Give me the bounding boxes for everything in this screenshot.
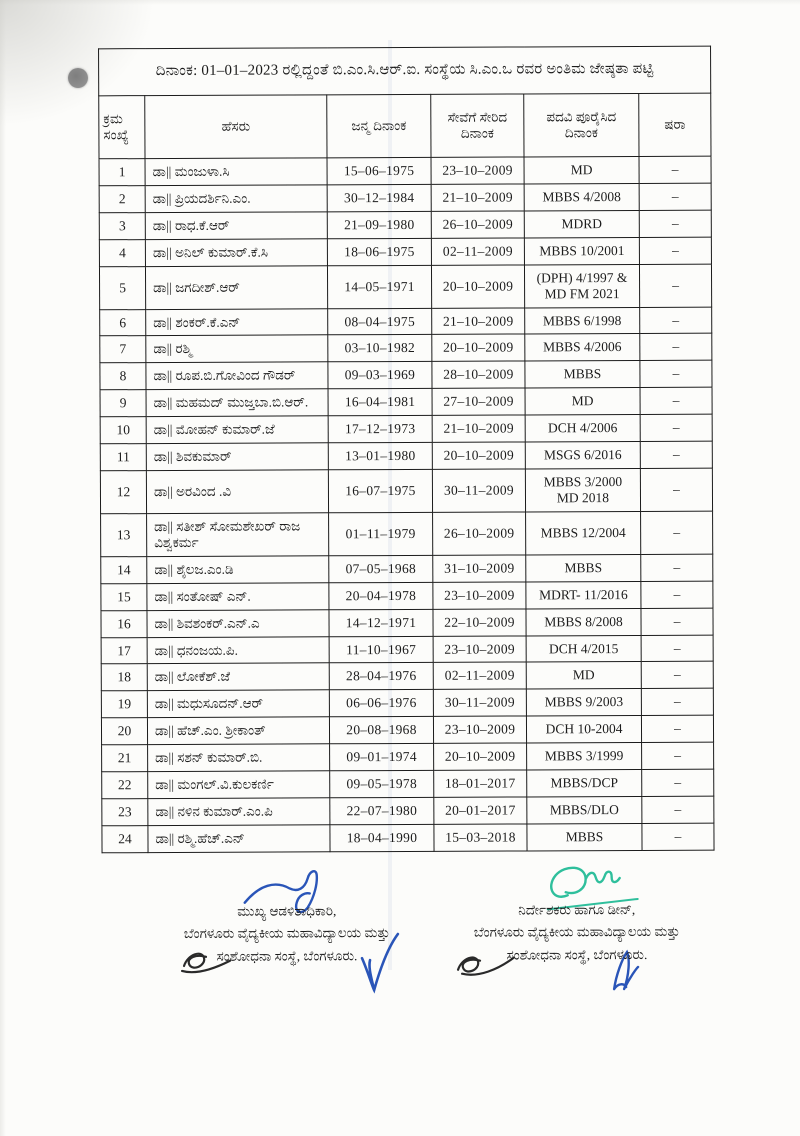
- name-cell: ಡಾ|| ರಾಧ.ಕೆ.ಆರ್: [145, 212, 327, 240]
- serial-cell: 13: [101, 514, 147, 557]
- name-cell: ಡಾ|| ಶಿವಶಂಕರ್.ಎನ್.ಎ: [147, 609, 329, 637]
- degree-cell: MBBS 6/1998: [525, 307, 640, 334]
- name-cell: ಡಾ|| ಶೈಲಜ.ಎಂ.ಡಿ: [147, 556, 329, 584]
- name-cell: ಡಾ|| ಮಂಗಲ್.ವಿ.ಕುಲಕರ್ಣಿ: [148, 771, 330, 799]
- degree-cell: MBBS: [526, 554, 641, 581]
- remark-cell: –: [641, 635, 713, 662]
- dob-cell: 18–06–1975: [327, 238, 431, 265]
- column-header-serial: ಕ್ರಮ ಸಂಖ್ಯೆ: [99, 96, 145, 159]
- doj-cell: 21–10–2009: [431, 184, 524, 211]
- serial-cell: 12: [100, 471, 146, 514]
- table-row: [101, 511, 713, 557]
- doj-cell: 21–10–2009: [432, 415, 525, 442]
- degree-cell: MD: [525, 388, 640, 415]
- doj-cell: 31–10–2009: [433, 555, 526, 582]
- dob-cell: 03–10–1982: [328, 335, 432, 362]
- remark-cell: –: [641, 608, 713, 635]
- dob-cell: 11–10–1967: [329, 636, 433, 663]
- degree-cell: MBBS: [525, 361, 640, 388]
- degree-cell: DCH 4/2015: [526, 635, 641, 662]
- table-row: [99, 210, 711, 240]
- dob-cell: 30–12–1984: [327, 184, 431, 211]
- degree-cell: MBBS 3/2000 MD 2018: [525, 469, 640, 512]
- remark-cell: –: [641, 511, 713, 554]
- degree-cell: MBBS 12/2004: [526, 511, 641, 554]
- degree-cell: MD: [526, 662, 641, 689]
- degree-cell: DCH 4/2006: [525, 415, 640, 442]
- remark-cell: –: [639, 183, 711, 210]
- signatory-right-line2: ಬೆಂಗಳೂರು ವೈದ್ಯಕೀಯ ಮಹಾವಿದ್ಯಾಲಯ ಮತ್ತು: [473, 924, 680, 940]
- serial-cell: 5: [99, 266, 145, 309]
- serial-cell: 16: [101, 610, 147, 637]
- signatory-left-line1: ಮುಖ್ಯ ಆಡಳಿತಾಧಿಕಾರಿ,: [237, 903, 337, 919]
- degree-cell: DCH 10-2004: [526, 716, 641, 743]
- dob-cell: 09–03–1969: [328, 362, 432, 389]
- doj-cell: 02–11–2009: [433, 662, 526, 689]
- remark-cell: –: [641, 581, 713, 608]
- table-row: [101, 662, 713, 692]
- name-cell: ಡಾ|| ಅನಿಲ್ ಕುಮಾರ್.ಕೆ.ಸಿ: [145, 239, 327, 267]
- dob-cell: 08–04–1975: [328, 308, 432, 335]
- table-row: [100, 361, 712, 391]
- doj-cell: 20–10–2009: [432, 442, 525, 469]
- table-row: [101, 635, 713, 665]
- dob-cell: 06–06–1976: [329, 690, 433, 717]
- column-header-remarks: ಷರಾ: [639, 93, 711, 156]
- dob-cell: 22–07–1980: [330, 797, 434, 824]
- table-row: [99, 264, 711, 310]
- doj-cell: 20–10–2009: [434, 743, 527, 770]
- name-cell: ಡಾ|| ಸಂತೋಷ್ ಎನ್.: [147, 582, 329, 610]
- degree-cell: MBBS: [527, 823, 642, 850]
- serial-cell: 8: [100, 363, 146, 390]
- doj-cell: 15–03–2018: [434, 824, 527, 851]
- doj-cell: 18–01–2017: [434, 770, 527, 797]
- remark-cell: –: [639, 237, 711, 264]
- dob-cell: 01–11–1979: [329, 512, 433, 555]
- serial-cell: 18: [101, 664, 147, 691]
- remark-cell: –: [639, 264, 711, 307]
- serial-cell: 23: [102, 799, 148, 826]
- degree-cell: MD: [524, 156, 639, 183]
- table-row: [99, 183, 711, 213]
- doj-cell: 02–11–2009: [431, 238, 524, 265]
- serial-cell: 1: [99, 159, 145, 186]
- table-row: [99, 156, 711, 186]
- table-row: [101, 581, 713, 611]
- punch-hole: [68, 68, 88, 88]
- table-row: [100, 414, 712, 444]
- degree-cell: MDRT- 11/2016: [526, 581, 641, 608]
- table-row: [102, 796, 714, 826]
- serial-cell: 6: [100, 309, 146, 336]
- dob-cell: 18–04–1990: [330, 824, 434, 851]
- name-cell: ಡಾ|| ನಳಿನ ಕುಮಾರ್.ಎಂ.ಪಿ: [148, 798, 330, 826]
- doj-cell: 20–10–2009: [431, 265, 524, 308]
- remark-cell: –: [640, 387, 712, 414]
- degree-cell: MDRD: [524, 210, 639, 237]
- degree-cell: MBBS 9/2003: [526, 689, 641, 716]
- serial-cell: 24: [102, 826, 148, 853]
- dob-cell: 28–04–1976: [329, 663, 433, 690]
- table-header-row: [99, 93, 711, 159]
- serial-cell: 4: [99, 239, 145, 266]
- dob-cell: 09–01–1974: [330, 744, 434, 771]
- doj-cell: 23–10–2009: [433, 716, 526, 743]
- remark-cell: –: [640, 307, 712, 334]
- doj-cell: 20–01–2017: [434, 797, 527, 824]
- signatory-left: [137, 900, 437, 968]
- signatory-right-line3: ಸಂಶೋಧನಾ ಸಂಸ್ಥೆ, ಬೆಂಗಳೂರು.: [506, 946, 648, 963]
- degree-cell: (DPH) 4/1997 & MD FM 2021: [524, 264, 639, 307]
- serial-cell: 20: [101, 718, 147, 745]
- serial-cell: 11: [100, 444, 146, 471]
- table-row: [101, 608, 713, 638]
- degree-cell: MSGS 6/2016: [525, 442, 640, 469]
- table-body: [99, 156, 714, 853]
- doj-cell: 22–10–2009: [433, 609, 526, 636]
- remark-cell: –: [639, 210, 711, 237]
- doj-cell: 27–10–2009: [432, 388, 525, 415]
- serial-cell: 14: [101, 556, 147, 583]
- degree-cell: MBBS 4/2006: [525, 334, 640, 361]
- name-cell: ಡಾ|| ಮೋಹನ್ ಕುಮಾರ್.ಜೆ: [146, 416, 328, 444]
- name-cell: ಡಾ|| ಜಗದೀಶ್.ಆರ್: [145, 266, 327, 310]
- name-cell: ಡಾ|| ಪ್ರಿಯದರ್ಶಿನಿ.ಎಂ.: [145, 185, 327, 213]
- table-row: [101, 554, 713, 584]
- serial-cell: 3: [99, 212, 145, 239]
- doj-cell: 28–10–2009: [432, 361, 525, 388]
- dob-cell: 13–01–1980: [328, 442, 432, 469]
- degree-cell: MBBS 10/2001: [524, 237, 639, 264]
- dob-cell: 20–08–1968: [329, 717, 433, 744]
- doj-cell: 23–10–2009: [433, 582, 526, 609]
- table-row: [100, 387, 712, 417]
- remark-cell: –: [640, 441, 712, 468]
- name-cell: ಡಾ|| ಲೋಕೆಶ್.ಜೆ: [147, 663, 329, 691]
- doj-cell: 30–11–2009: [433, 689, 526, 716]
- serial-cell: 19: [101, 691, 147, 718]
- dob-cell: 17–12–1973: [328, 416, 432, 443]
- doj-cell: 23–10–2009: [433, 635, 526, 662]
- doj-cell: 20–10–2009: [432, 334, 525, 361]
- degree-cell: MBBS 3/1999: [527, 743, 642, 770]
- dob-cell: 09–05–1978: [330, 770, 434, 797]
- table-row: [101, 715, 713, 745]
- table-row: [102, 769, 714, 799]
- remark-cell: –: [642, 769, 714, 796]
- remark-cell: –: [641, 688, 713, 715]
- name-cell: ಡಾ|| ಧನಂಜಯ.ಪಿ.: [147, 636, 329, 664]
- remark-cell: –: [640, 361, 712, 388]
- serial-cell: 22: [102, 772, 148, 799]
- name-cell: ಡಾ|| ರೂಪ.ಬಿ.ಗೋವಿಂದ ಗೌಡರ್: [146, 362, 328, 390]
- degree-cell: MBBS/DCP: [527, 770, 642, 797]
- doj-cell: 26–10–2009: [433, 512, 526, 555]
- doj-cell: 30–11–2009: [432, 469, 525, 512]
- serial-cell: 17: [101, 637, 147, 664]
- table-row: [100, 468, 712, 514]
- dob-cell: 07–05–1968: [329, 555, 433, 582]
- name-cell: ಡಾ|| ಅರವಿಂದ .ವಿ: [146, 470, 328, 514]
- serial-cell: 15: [101, 583, 147, 610]
- remark-cell: –: [641, 554, 713, 581]
- table-row: [99, 237, 711, 267]
- dob-cell: 20–04–1978: [329, 582, 433, 609]
- doj-cell: 26–10–2009: [431, 211, 524, 238]
- serial-cell: 2: [99, 186, 145, 213]
- column-header-name: ಹೆಸರು: [145, 95, 327, 159]
- dob-cell: 15–06–1975: [327, 157, 431, 184]
- remark-cell: –: [641, 715, 713, 742]
- degree-cell: MBBS 4/2008: [524, 183, 639, 210]
- serial-cell: 10: [100, 417, 146, 444]
- name-cell: ಡಾ|| ಮಹಮದ್ ಮುಜ್ತಬಾ.ಬಿ.ಆರ್.: [146, 389, 328, 417]
- seniority-table: [98, 46, 715, 854]
- doj-cell: 23–10–2009: [431, 157, 524, 184]
- table-row: [100, 334, 712, 364]
- remark-cell: –: [640, 414, 712, 441]
- degree-cell: MBBS/DLO: [527, 796, 642, 823]
- signatory-right: [427, 899, 727, 967]
- remark-cell: –: [642, 796, 714, 823]
- remark-cell: –: [639, 156, 711, 183]
- name-cell: ಡಾ|| ಸಶನ್ ಕುಮಾರ್.ಬಿ.: [148, 744, 330, 772]
- name-cell: ಡಾ|| ಸತೀಶ್ ಸೋಮಶೇಖರ್ ರಾಜ ವಿಶ್ವಕರ್ಮ: [147, 513, 329, 557]
- dob-cell: 14–12–1971: [329, 609, 433, 636]
- table-row: [100, 441, 712, 471]
- page-title: ದಿನಾಂಕ: 01–01–2023 ರಲ್ಲಿದ್ದಂತೆ ಬಿ.ಎಂ.ಸಿ.ಆರ್.ಐ. ಸಂಸ್ಥೆಯ ಸಿ.ಎಂ.ಒ ರವರ ಅಂತಿಮ ಜೇಷ್ಠತಾ ಪಟ್ಟಿ: [99, 46, 711, 96]
- serial-cell: 21: [102, 745, 148, 772]
- serial-cell: 9: [100, 390, 146, 417]
- column-header-doj: ಸೇವೆಗೆ ಸೇರಿದ ದಿನಾಂಕ: [431, 94, 524, 157]
- dob-cell: 16–04–1981: [328, 389, 432, 416]
- name-cell: ಡಾ|| ಶಂಕರ್.ಕೆ.ಎನ್: [146, 308, 328, 336]
- remark-cell: –: [642, 742, 714, 769]
- name-cell: ಡಾ|| ಹೆಚ್.ಎಂ. ಶ್ರೀಕಾಂತ್: [147, 717, 329, 745]
- table-row: [101, 688, 713, 718]
- table-row: [100, 307, 712, 337]
- name-cell: ಡಾ|| ಮಧುಸೂದನ್.ಆರ್: [147, 690, 329, 718]
- name-cell: ಡಾ|| ಶಿವಕುಮಾರ್: [146, 443, 328, 471]
- serial-cell: 7: [100, 336, 146, 363]
- remark-cell: –: [642, 823, 714, 850]
- name-cell: ಡಾ|| ರಶ್ಮಿ: [146, 335, 328, 363]
- remark-cell: –: [640, 468, 712, 511]
- signatory-left-line2: ಬೆಂಗಳೂರು ವೈದ್ಯಕೀಯ ಮಹಾವಿದ್ಯಾಲಯ ಮತ್ತು: [183, 925, 390, 942]
- degree-cell: MBBS 8/2008: [526, 608, 641, 635]
- name-cell: ಡಾ|| ಮಂಜುಳಾ.ಸಿ: [145, 158, 327, 186]
- doj-cell: 21–10–2009: [432, 307, 525, 334]
- dob-cell: 14–05–1971: [327, 265, 431, 308]
- name-cell: ಡಾ|| ರಶ್ಮಿ.ಹೆಚ್.ಎನ್: [148, 825, 330, 853]
- remark-cell: –: [640, 334, 712, 361]
- dob-cell: 16–07–1975: [328, 469, 432, 512]
- table-row: [102, 823, 714, 853]
- signatory-right-line1: ನಿರ್ದೇಶಕರು ಹಾಗೂ ಡೀನ್,: [518, 901, 636, 918]
- signatory-left-line3: ಸಂಶೋಧನಾ ಸಂಸ್ಥೆ, ಬೆಂಗಳೂರು.: [216, 947, 358, 964]
- column-header-degree: ಪದವಿ ಪೂರೈಸಿದ ದಿನಾಂಕ: [524, 93, 639, 157]
- column-header-dob: ಜನ್ಮ ದಿನಾಂಕ: [327, 94, 431, 157]
- table-row: [102, 742, 714, 772]
- dob-cell: 21–09–1980: [327, 211, 431, 238]
- remark-cell: –: [641, 662, 713, 689]
